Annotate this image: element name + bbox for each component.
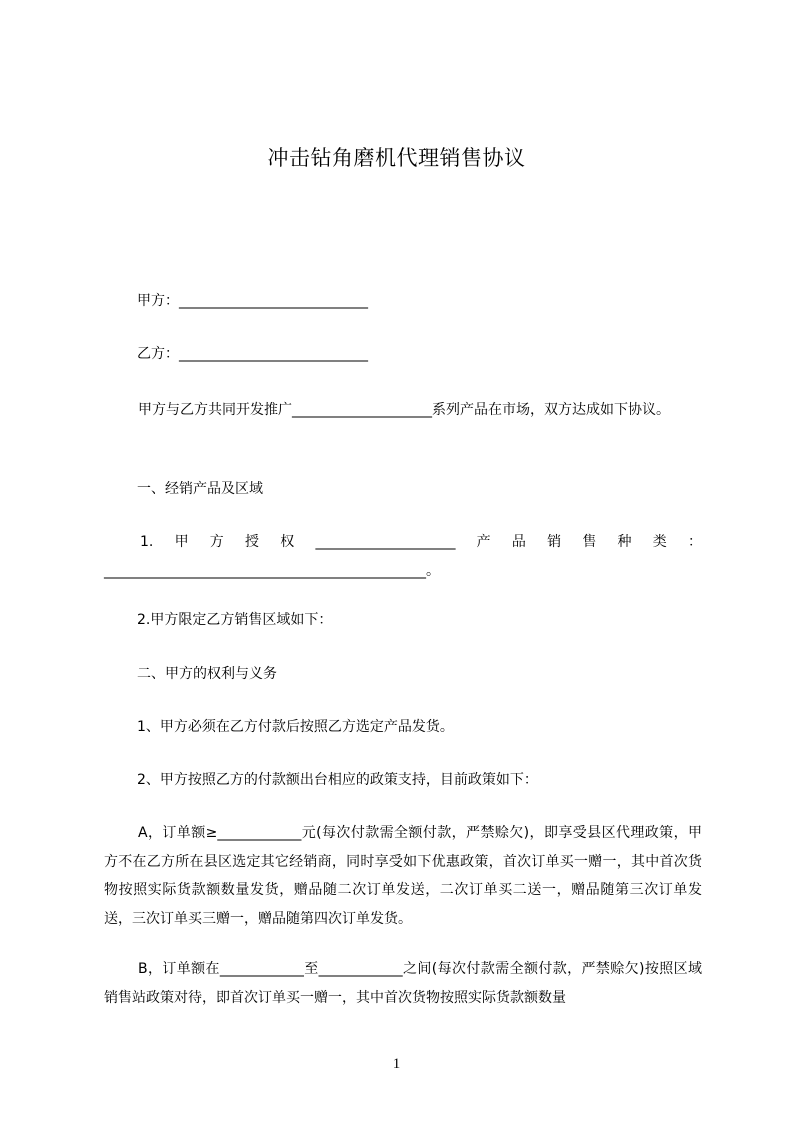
section-1-heading: 一、经销产品及区域 [137, 481, 263, 497]
section-2-item-1: 1、甲方必须在乙方付款后按照乙方选定产品发货。 [137, 719, 454, 735]
party-b-line: 乙方：___________________________ [137, 346, 368, 362]
section-2-heading: 二、甲方的权利与义务 [137, 666, 277, 682]
page-number: 1 [392, 1056, 401, 1072]
clause-a-paragraph: A，订单额≥____________元(每次付款需全额付款，严禁赊欠)，即享受县区代理政策，甲方不在乙方所在县区选定其它经销商，同时享受如下优惠政策，首次订单买一赠一，其中首次货物按照实际货款额数量发货，赠品随二次订单发送，二次订单买二送一，赠品随第三次订单发送，三次订单买三赠一，赠品随第四次订单发货。 [104, 825, 702, 927]
document-title: 冲击钻角磨机代理销售协议 [267, 146, 526, 170]
intro-paragraph: 甲方与乙方共同开发推广____________________系列产品在市场，双方达成如下协议。 [138, 402, 670, 418]
section-1-item-2: 2.甲方限定乙方销售区域如下： [137, 612, 333, 628]
section-1-item-1: 1.甲方授权____________________产品销售种类：______________________________________________。 [104, 534, 702, 579]
party-a-line: 甲方：___________________________ [137, 293, 368, 309]
clause-b-paragraph: B，订单额在____________至____________之间(每次付款需全额付款，严禁赊欠)按照区域销售站政策对待，即首次订单买一赠一，其中首次货物按照实际货款额数量 [104, 961, 702, 1006]
section-2-item-2: 2、甲方按照乙方的付款额出台相应的政策支持，目前政策如下： [137, 772, 538, 788]
